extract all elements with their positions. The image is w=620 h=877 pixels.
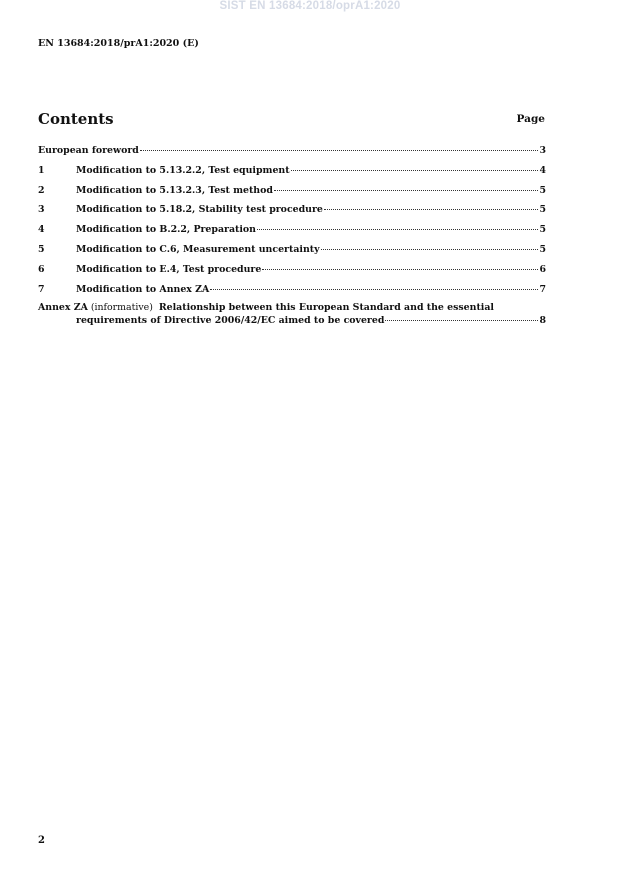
dot-leader xyxy=(262,269,538,270)
toc-entry-annex[interactable] xyxy=(38,302,546,326)
toc-entry[interactable] xyxy=(38,244,546,264)
toc-entry-page: 6 xyxy=(539,263,546,275)
toc-entry-title: Modification to 5.18.2, Stability test procedure xyxy=(76,204,323,216)
annex-title-line xyxy=(38,302,546,315)
toc-entry-number: 7 xyxy=(38,283,45,295)
page-number: 2 xyxy=(38,835,45,846)
contents-heading: Contents xyxy=(38,110,114,128)
dot-leader xyxy=(210,289,538,290)
annex-page: 8 xyxy=(539,315,546,326)
toc-entry-page: 5 xyxy=(539,184,546,196)
toc-entry-page: 5 xyxy=(539,224,546,236)
toc-entry-number: 1 xyxy=(38,164,45,176)
dot-leader xyxy=(140,150,539,151)
toc-entry[interactable] xyxy=(38,204,546,224)
toc-entry[interactable] xyxy=(38,165,546,185)
toc-entry[interactable] xyxy=(38,284,546,304)
toc-entry-number: 5 xyxy=(38,243,45,255)
toc-entry-number: 3 xyxy=(38,204,45,216)
dot-leader xyxy=(274,190,539,191)
toc-entry-page: 4 xyxy=(539,164,546,176)
toc-entry-title: Modification to B.2.2, Preparation xyxy=(76,224,257,236)
toc-entry-number: 6 xyxy=(38,263,45,275)
toc-entry[interactable] xyxy=(38,264,546,284)
dot-leader xyxy=(291,170,539,171)
table-of-contents xyxy=(38,145,546,303)
toc-entry-title: Modification to C.6, Measurement uncertainty xyxy=(76,243,320,255)
toc-entry-title: Modification to E.4, Test procedure xyxy=(76,263,262,275)
toc-entry-page: 7 xyxy=(539,283,546,295)
watermark: SIST EN 13684:2018/oprA1:2020 xyxy=(219,0,401,12)
page-column-label: Page xyxy=(516,113,545,125)
toc-entry-title: Modification to Annex ZA xyxy=(76,283,210,295)
dot-leader xyxy=(385,320,538,321)
document-id: EN 13684:2018/prA1:2020 (E) xyxy=(38,38,199,49)
toc-entry-page: 5 xyxy=(539,243,546,255)
toc-entry-title: Modification to 5.13.2.2, Test equipment xyxy=(76,164,290,176)
dot-leader xyxy=(257,229,538,230)
annex-label: Annex ZA xyxy=(38,302,88,313)
annex-qualifier: (informative) xyxy=(90,302,153,313)
toc-entry-foreword[interactable] xyxy=(38,145,546,165)
dot-leader xyxy=(321,249,539,250)
dot-leader xyxy=(324,209,539,210)
toc-entry-page: 3 xyxy=(539,145,546,156)
toc-entry-page: 5 xyxy=(539,204,546,216)
toc-entry[interactable] xyxy=(38,224,546,244)
annex-title-line xyxy=(38,315,546,326)
toc-entry-number: 4 xyxy=(38,224,45,236)
annex-title-continued: requirements of Directive 2006/42/EC aimed to be covered xyxy=(76,315,385,326)
toc-entry-title: European foreword xyxy=(38,145,139,156)
toc-entry-number: 2 xyxy=(38,184,45,196)
toc-entry-title: Modification to 5.13.2.3, Test method xyxy=(76,184,273,196)
toc-entry[interactable] xyxy=(38,185,546,205)
annex-title: Relationship between this European Standard and the essential xyxy=(158,302,494,313)
